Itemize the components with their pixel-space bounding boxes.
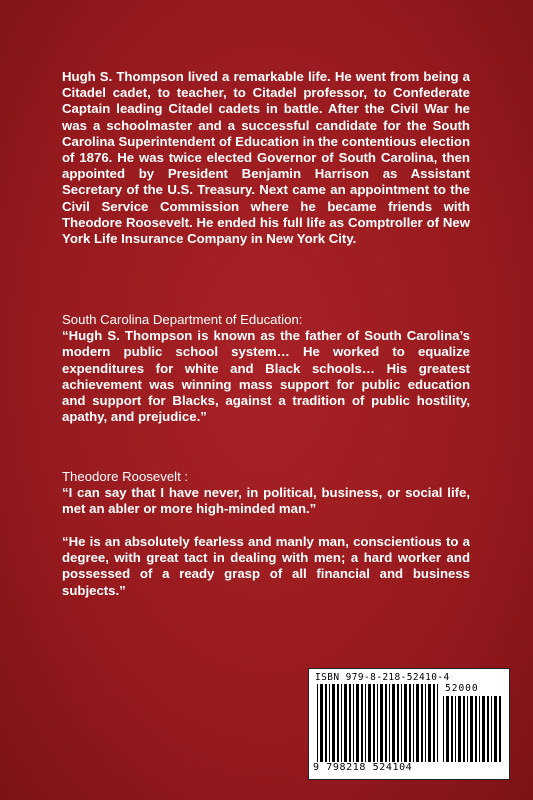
ean-digits: 9 798218 524104 (313, 762, 413, 773)
barcode-bar (409, 684, 411, 762)
roosevelt-quote-2-block (62, 534, 470, 599)
barcode-bar (392, 684, 395, 762)
barcode-bar (377, 684, 378, 762)
scde-heading: South Carolina Department of Education: (62, 312, 303, 327)
isbn-label: ISBN 979-8-218-52410-4 (315, 672, 450, 683)
roosevelt-heading: Theodore Roosevelt : (62, 469, 189, 484)
isbn-barcode (308, 668, 510, 780)
barcode-bar (467, 696, 468, 762)
barcode-bar (317, 684, 318, 762)
barcode-bar (380, 684, 383, 762)
barcode-bar (482, 696, 485, 762)
barcode-bar (373, 684, 375, 762)
bio-text: Hugh S. Thompson lived a remarkable life. He went from being a Citadel cadet, to teacher, to Citadel professor, to Confederate Captain leading Citadel cadets in battle. After the Civil War he was a schoolmaster and a successful candidate for the South Carolina Superintendent of Education in the contentious election of 1876. He was twice elected Governor of South Carolina, then appointed by President Benjamin Harrison as Assistant Secretary of the U.S. Treasury. Next came an appointment to the Civil Service Commission where he became friends with Theodore Roosevelt. He ended his full life as Comptroller of New York Life Insurance Company in New York City. (62, 69, 470, 247)
barcode-bar (325, 684, 327, 762)
barcode-bar (413, 684, 414, 762)
barcode-bar (361, 684, 363, 762)
barcode-bar (416, 684, 419, 762)
barcode-bar (341, 684, 342, 762)
barcode-bar (437, 684, 438, 762)
barcode-bar (494, 696, 497, 762)
barcode-bar (499, 696, 501, 762)
barcode-bar (337, 684, 339, 762)
barcode-bar (433, 684, 435, 762)
barcode-bar (356, 684, 359, 762)
scde-quote: “Hugh S. Thompson is known as the father of South Carolina’s modern public school system… He worked to equalize expenditures for white and Black schools… His greatest achievement was winning mass support for public education and support for Blacks, against a tradition of public hostility, apathy, and prejudice.” (62, 328, 470, 425)
roosevelt-quote-block (62, 469, 470, 518)
barcode-bar (401, 684, 402, 762)
barcode-bar (365, 684, 366, 762)
barcode-bar (329, 684, 330, 762)
price-code: 52000 (445, 683, 479, 694)
roosevelt-quote-1: “I can say that I have never, in political, business, or social life, met an abler or more high-minded man.” (62, 485, 470, 517)
roosevelt-quote-2: “He is an absolutely fearless and manly man, conscientious to a degree, with great tact in dealing with men; a hard worker and possessed of a ready grasp of all financial and business subjects.” (62, 534, 470, 598)
barcode-bar (425, 684, 426, 762)
barcode-bar (397, 684, 399, 762)
barcode-bar (470, 696, 473, 762)
ean-barcode-bars (317, 684, 439, 762)
scde-quote-block (62, 312, 470, 425)
barcode-bar (404, 684, 407, 762)
barcode-bar (443, 696, 444, 762)
barcode-bar (487, 696, 489, 762)
barcode-bar (385, 684, 387, 762)
barcode-bar (451, 696, 453, 762)
barcode-bar (349, 684, 351, 762)
barcode-bar (421, 684, 423, 762)
barcode-bar (320, 684, 323, 762)
barcode-bar (475, 696, 477, 762)
barcode-bar (353, 684, 354, 762)
barcode-bar (332, 684, 335, 762)
barcode-bar (389, 684, 390, 762)
barcode-bar (491, 696, 492, 762)
barcode-bar (458, 696, 461, 762)
barcode-bar (446, 696, 449, 762)
barcode-bar (344, 684, 347, 762)
barcode-bar (368, 684, 371, 762)
barcode-bar (479, 696, 480, 762)
barcode-bar (428, 684, 431, 762)
price-barcode-bars (443, 696, 501, 762)
barcode-bar (463, 696, 465, 762)
barcode-bar (455, 696, 456, 762)
bio-paragraph (62, 69, 470, 247)
